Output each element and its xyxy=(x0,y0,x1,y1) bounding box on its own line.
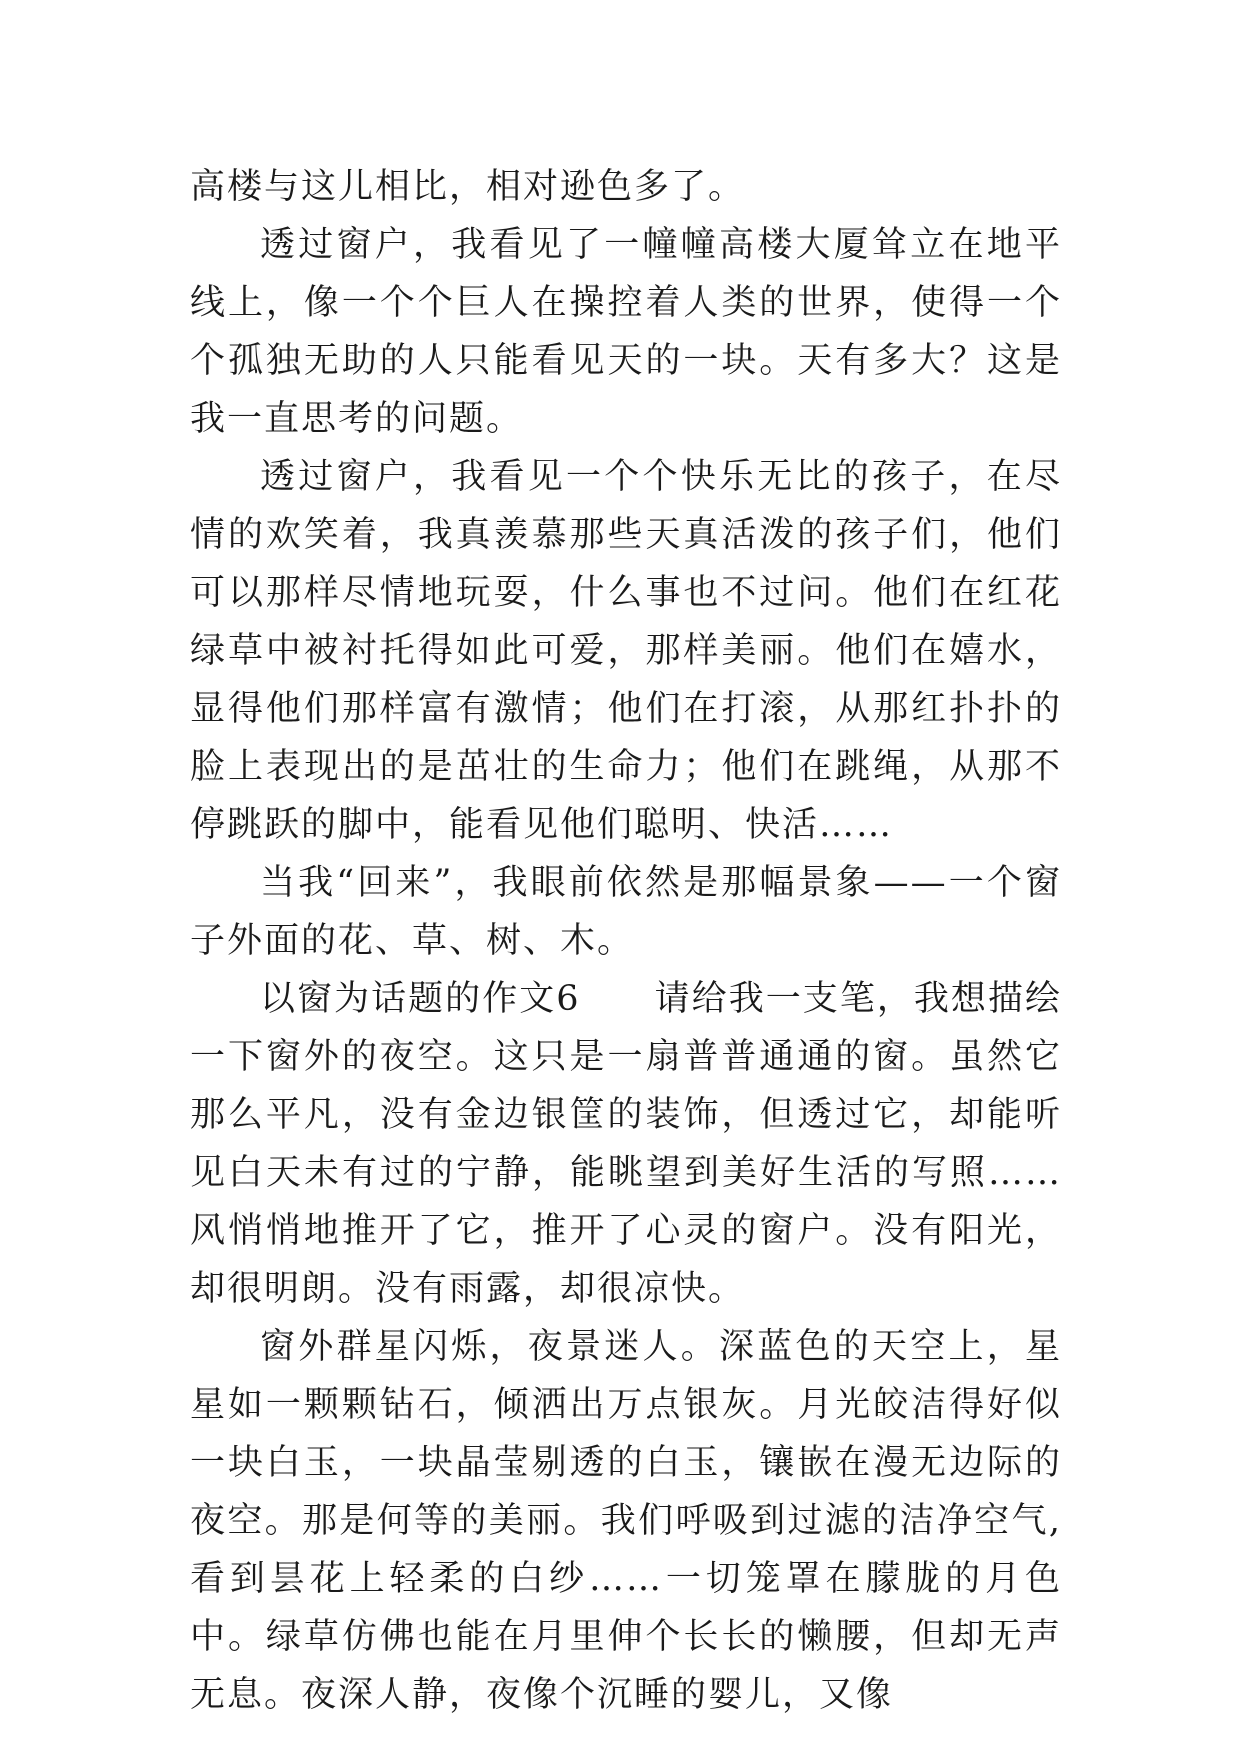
paragraph: 透过窗户，我看见了一幢幢高楼大厦耸立在地平线上，像一个个巨人在操控着人类的世界，使得一个个孤独无助的人只能看见天的一块。天有多大？这是我一直思考的问题。 xyxy=(190,225,1062,439)
paragraph: 高楼与这儿相比，相对逊色多了。 xyxy=(190,167,746,207)
paragraph: 当我“回来”，我眼前依然是那幅景象——一个窗子外面的花、草、树、木。 xyxy=(190,863,1062,961)
document-body xyxy=(190,158,1062,1724)
paragraph: 窗外群星闪烁，夜景迷人。深蓝色的天空上，星星如一颗颗钻石，倾洒出万点银灰。月光皎洁得好似一块白玉，一块晶莹剔透的白玉，镶嵌在漫无边际的夜空。那是何等的美丽。我们呼吸到过滤的洁净空气,看到昙花上轻柔的白纱……一切笼罩在朦胧的月色中。绿草仿佛也能在月里伸个长长的懒腰，但却无声无息。夜深人静，夜像个沉睡的婴儿，又像 xyxy=(190,1327,1062,1715)
paragraph: 透过窗户，我看见一个个快乐无比的孩子，在尽情的欢笑着，我真羡慕那些天真活泼的孩子们，他们可以那样尽情地玩耍，什么事也不过问。他们在红花绿草中被衬托得如此可爱，那样美丽。他们在嬉水，显得他们那样富有激情；他们在打滚，从那红扑扑的脸上表现出的是茁壮的生命力；他们在跳绳，从那不停跳跃的脚中，能看见他们聪明、快活…… xyxy=(190,457,1062,845)
paragraph: 以窗为话题的作文6 请给我一支笔，我想描绘一下窗外的夜空。这只是一扇普普通通的窗。虽然它那么平凡，没有金边银筐的装饰，但透过它，却能听见白天未有过的宁静，能眺望到美好生活的写照……风悄悄地推开了它，推开了心灵的窗户。没有阳光，却很明朗。没有雨露，却很凉快。 xyxy=(190,979,1062,1309)
